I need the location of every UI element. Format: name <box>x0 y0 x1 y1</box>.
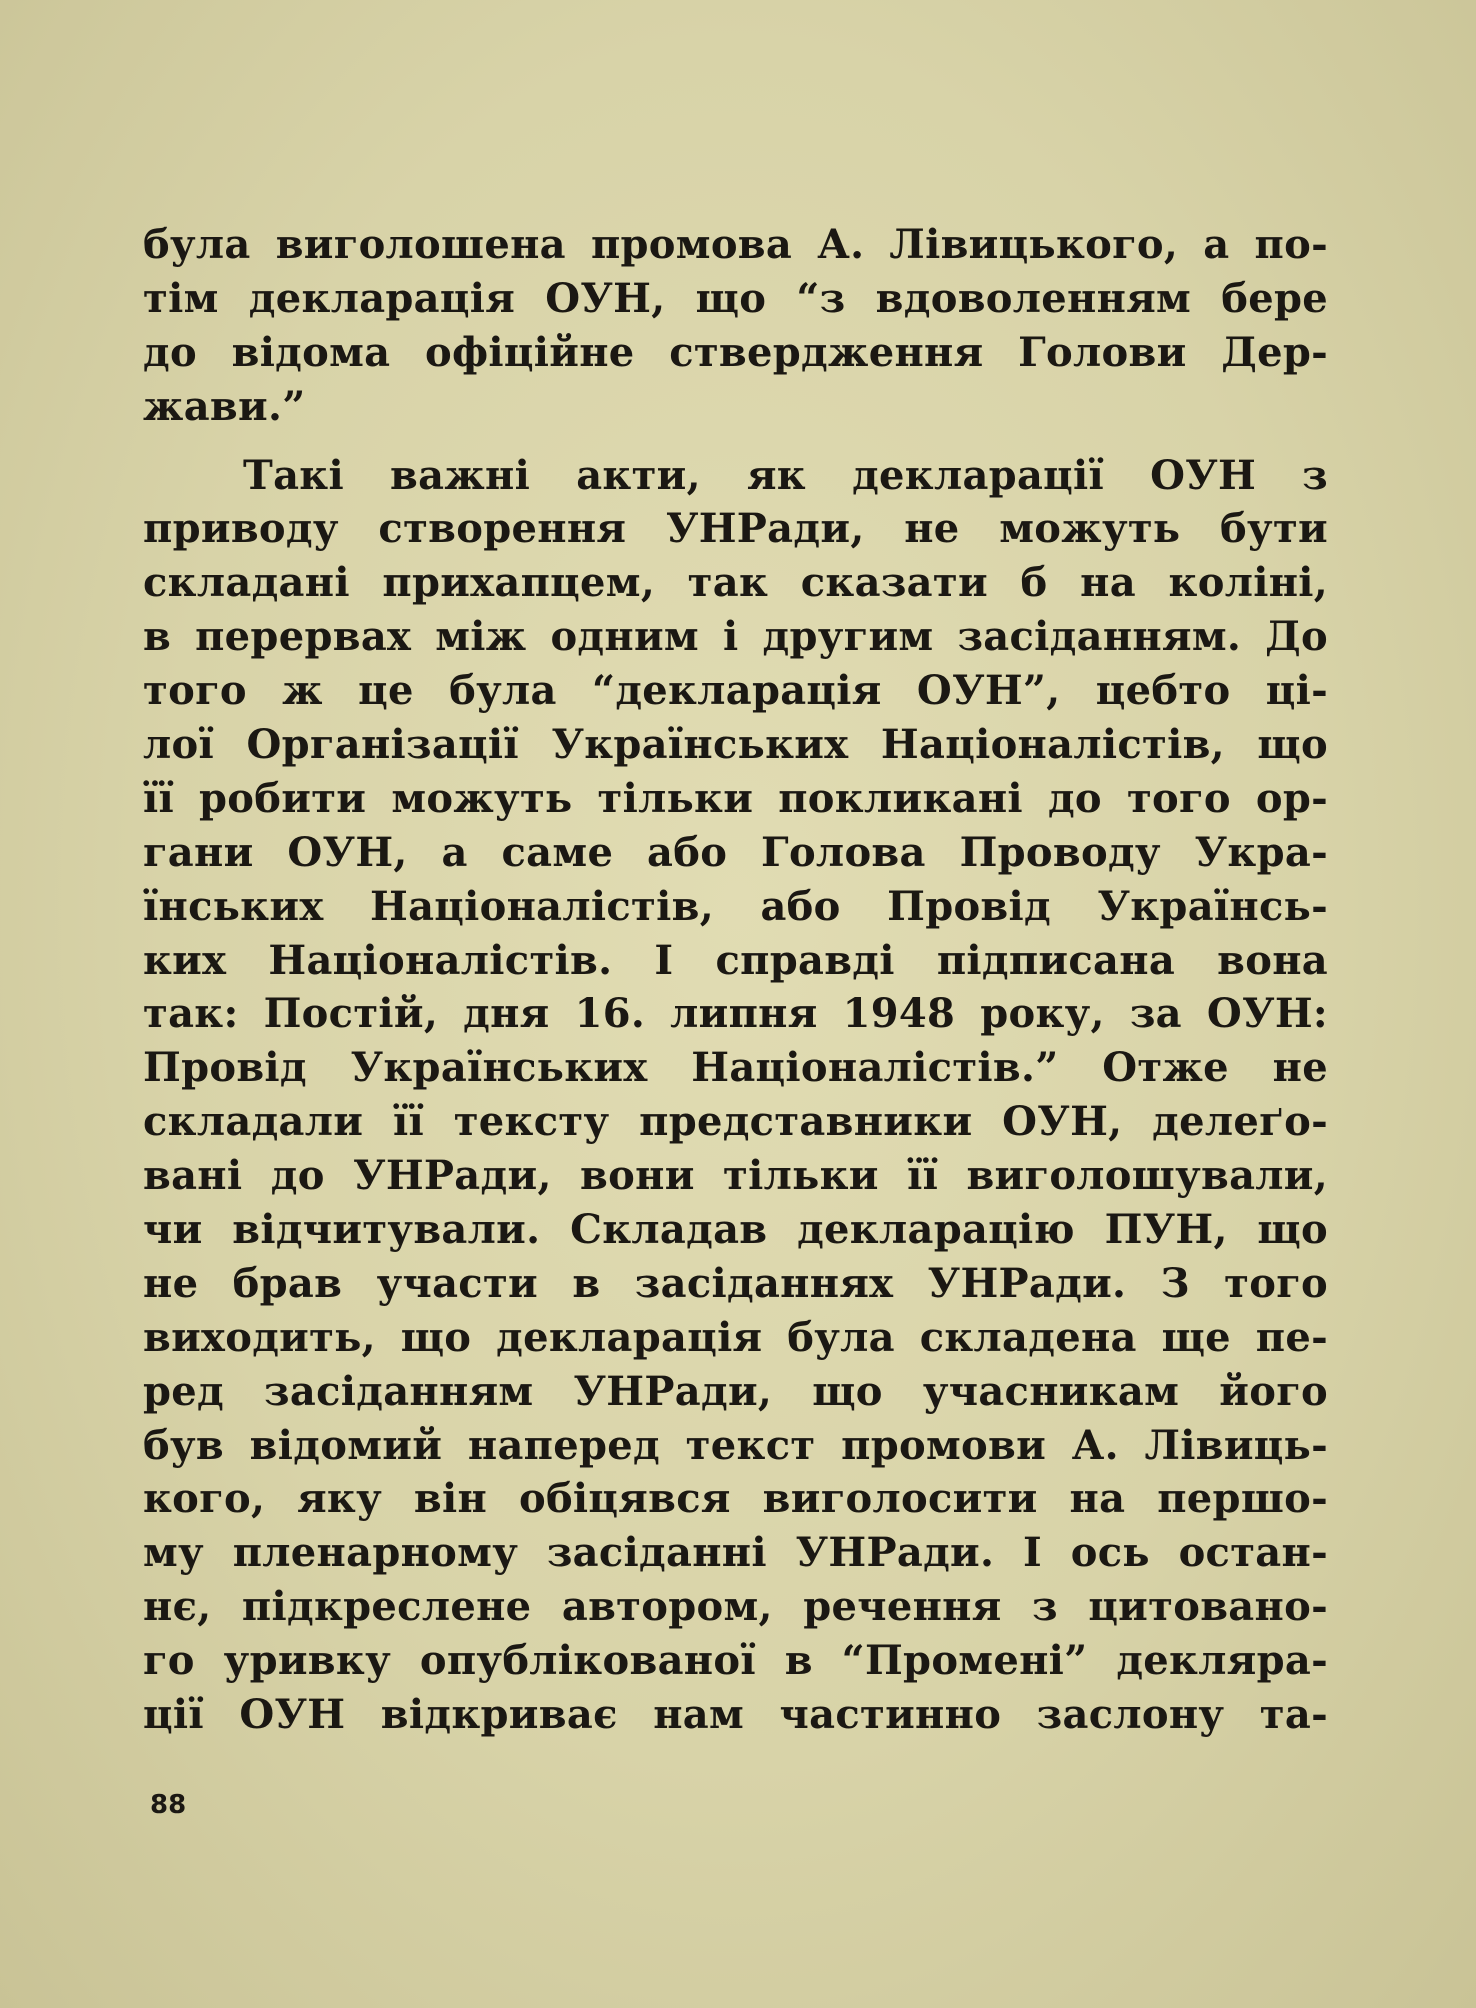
text-line: го уривку опублікованої в “Промені” декляра- <box>143 1637 1328 1685</box>
text-line: того ж це була “декларація ОУН”, цебто ці- <box>143 667 1328 715</box>
page-number: 88 <box>150 1790 187 1820</box>
text-line: Такі важні акти, як декларації ОУН з <box>243 451 1328 499</box>
text-line: до відома офіційне ствердження Голови Дер- <box>143 328 1328 376</box>
text-line: ред засіданням УНРади, що учасникам його <box>143 1367 1328 1415</box>
text-line: му пленарному засіданні УНРади. І ось остан- <box>143 1529 1328 1577</box>
text-line: так: Постій, дня 16. липня 1948 року, за ОУН: <box>143 990 1328 1038</box>
text-line: жави.” <box>143 382 306 430</box>
text-line: Провід Українських Націоналістів.” Отже не <box>143 1044 1328 1092</box>
text-line: складані прихапцем, так сказати б на коліні, <box>143 559 1328 607</box>
paragraph-gap <box>143 434 1328 449</box>
text-line: її робити можуть тільки покликані до того ор- <box>143 774 1328 822</box>
text-line: був відомий наперед текст промови А. Лівиць- <box>143 1421 1328 1469</box>
text-line: кого, яку він обіцявся виголосити на першо- <box>143 1475 1328 1523</box>
text-line: тім декларація ОУН, що “з вдоволенням бере <box>143 274 1328 322</box>
text-line: виходить, що декларація була складена ще пе- <box>143 1313 1328 1361</box>
text-line: в перервах між одним і другим засіданням. До <box>143 613 1328 661</box>
text-line: нє, підкреслене автором, речення з цитовано- <box>143 1583 1328 1631</box>
text-line: чи відчитували. Складав декларацію ПУН, що <box>143 1206 1328 1254</box>
text-line: не брав участи в засіданнях УНРади. З того <box>143 1259 1328 1307</box>
text-line: приводу створення УНРади, не можуть бути <box>143 505 1328 553</box>
text-line: вані до УНРади, вони тільки її виголошували, <box>143 1152 1328 1200</box>
text-line: ких Націоналістів. І справді підписана вона <box>143 936 1328 984</box>
text-line: була виголошена промова А. Лівицького, а по- <box>143 221 1328 268</box>
text-line: ції ОУН відкриває нам частинно заслону та- <box>143 1691 1328 1739</box>
text-line: складали її тексту представники ОУН, делеґо- <box>143 1098 1328 1146</box>
text-line: їнських Націоналістів, або Провід Українсь- <box>143 882 1328 930</box>
text-line: гани ОУН, а саме або Голова Проводу Укра- <box>143 828 1328 876</box>
text-line: лої Організації Українських Націоналістів, що <box>143 721 1328 769</box>
body-text <box>143 218 1328 1742</box>
